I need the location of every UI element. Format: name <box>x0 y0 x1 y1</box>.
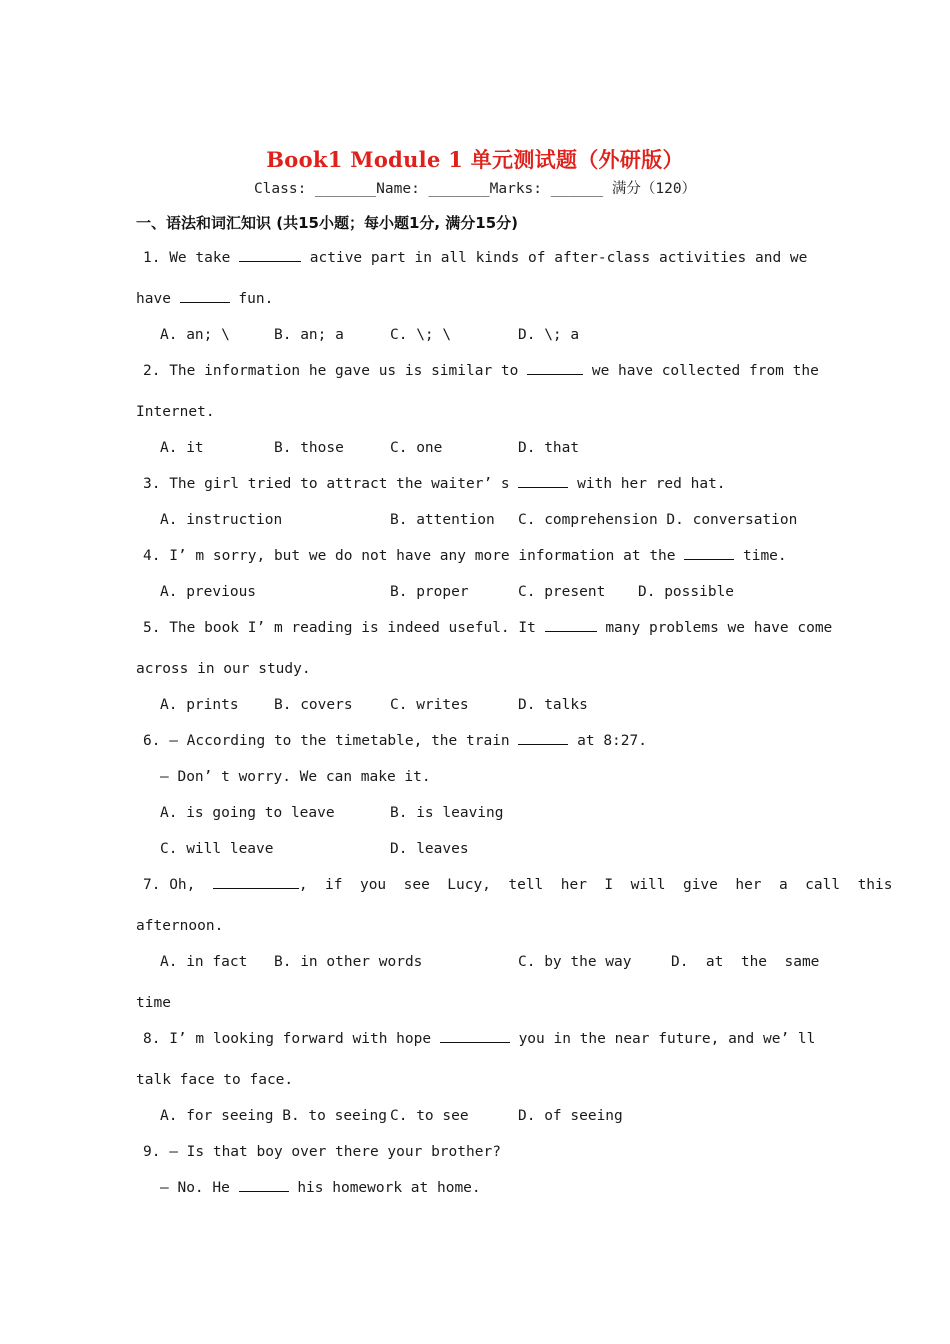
option-b[interactable]: B. covers <box>274 697 353 713</box>
option-d[interactable]: D. at the same <box>671 954 820 970</box>
question-3-text: 3. The girl tried to attract the waiter’ s with her red hat. <box>143 476 726 492</box>
option-c[interactable]: C. writes <box>390 697 469 713</box>
answer-blank[interactable] <box>239 1179 289 1192</box>
option-b[interactable]: B. those <box>274 440 344 456</box>
option-b[interactable]: B. attention <box>390 512 495 528</box>
option-a[interactable]: A. instruction <box>160 512 283 528</box>
question-5-cont: across in our study. <box>136 661 311 677</box>
section-heading: 一、语法和词汇知识 (共15小题；每小题1分, 满分15分) <box>136 214 519 232</box>
option-a[interactable]: A. is going to leave <box>160 805 335 821</box>
question-2-text: 2. The information he gave us is similar to we have collected from the <box>143 363 819 379</box>
option-d[interactable]: D. possible <box>638 584 735 600</box>
question-9-text: 9. — Is that boy over there your brother? <box>143 1144 501 1160</box>
answer-blank[interactable] <box>213 876 299 889</box>
option-c[interactable]: C. to see <box>390 1108 469 1124</box>
option-d[interactable]: D. leaves <box>390 841 469 857</box>
answer-blank[interactable] <box>518 475 568 488</box>
option-d-cont: time <box>136 995 171 1011</box>
option-a[interactable]: A. previous <box>160 584 257 600</box>
answer-blank[interactable] <box>527 362 583 375</box>
option-a[interactable]: A. in fact <box>160 954 248 970</box>
question-7-text: 7. Oh, , if you see Lucy, tell her I will give her a call this <box>143 877 893 893</box>
answer-blank[interactable] <box>545 619 597 632</box>
question-1-text: 1. We take active part in all kinds of after-class activities and we <box>143 250 808 266</box>
question-1-cont: have fun. <box>136 291 274 307</box>
option-a-b[interactable]: A. for seeing B. to seeing <box>160 1108 387 1124</box>
question-8-cont: talk face to face. <box>136 1072 294 1088</box>
option-c[interactable]: C. \; \ <box>390 327 452 343</box>
option-d[interactable]: D. that <box>518 440 580 456</box>
option-a[interactable]: A. it <box>160 440 204 456</box>
option-a[interactable]: A. an; \ <box>160 327 230 343</box>
answer-blank[interactable] <box>239 249 301 262</box>
question-9-reply: — No. He his homework at home. <box>160 1180 481 1196</box>
answer-blank[interactable] <box>684 547 734 560</box>
option-d[interactable]: D. \; a <box>518 327 580 343</box>
question-7-cont: afternoon. <box>136 918 224 934</box>
answer-blank[interactable] <box>518 732 568 745</box>
answer-blank[interactable] <box>440 1030 510 1043</box>
option-b[interactable]: B. is leaving <box>390 805 504 821</box>
question-5-text: 5. The book I’ m reading is indeed useful. It many problems we have come <box>143 620 833 636</box>
option-c[interactable]: C. by the way <box>518 954 632 970</box>
option-b[interactable]: B. proper <box>390 584 469 600</box>
question-8-text: 8. I’ m looking forward with hope you in the near future, and we’ ll <box>143 1031 816 1047</box>
answer-blank[interactable] <box>180 290 230 303</box>
option-c[interactable]: C. present <box>518 584 606 600</box>
option-b[interactable]: B. in other words <box>274 954 423 970</box>
question-4-text: 4. I’ m sorry, but we do not have any more information at the time. <box>143 548 787 564</box>
question-6-text: 6. — According to the timetable, the train at 8:27. <box>143 733 647 749</box>
question-2-cont: Internet. <box>136 404 215 420</box>
student-info-line: Class: _______Name: _______Marks: ______ 满分（120） <box>253 181 697 197</box>
option-c[interactable]: C. will leave <box>160 841 274 857</box>
page-title: Book1 Module 1 单元测试题（外研版） <box>266 147 684 172</box>
option-a[interactable]: A. prints <box>160 697 239 713</box>
option-c[interactable]: C. one <box>390 440 443 456</box>
option-d[interactable]: D. of seeing <box>518 1108 623 1124</box>
option-b[interactable]: B. an; a <box>274 327 344 343</box>
option-d[interactable]: D. talks <box>518 697 588 713</box>
question-6-reply: — Don’ t worry. We can make it. <box>160 769 431 785</box>
option-c-d[interactable]: C. comprehension D. conversation <box>518 512 798 528</box>
